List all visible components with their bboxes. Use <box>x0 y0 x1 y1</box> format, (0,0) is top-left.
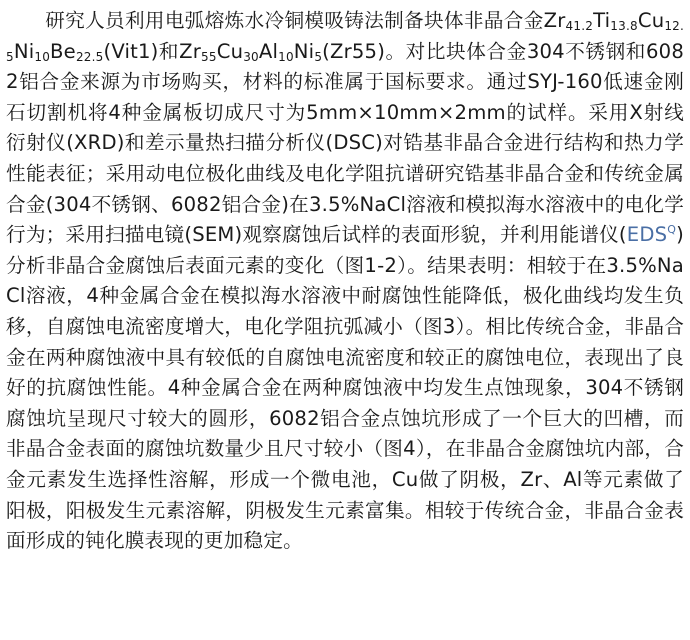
element-symbol: Ni <box>13 39 35 63</box>
element-symbol: Zr <box>179 39 202 63</box>
element-subscript: 12.5 <box>6 19 684 64</box>
element-symbol: Ni <box>293 39 315 63</box>
alloy-label: (Vit1) <box>103 39 159 63</box>
abstract-paragraph <box>6 6 684 557</box>
element-subscript: 10 <box>34 49 51 64</box>
element-subscript: 13.8 <box>610 19 638 33</box>
alloy-formula-zr55 <box>179 40 385 63</box>
element-subscript: 30 <box>243 49 259 64</box>
conjunction-text: 和 <box>158 39 180 63</box>
element-subscript: 5 <box>314 49 323 64</box>
element-symbol: Cu <box>637 9 665 32</box>
element-symbol: Al <box>258 39 279 63</box>
alloy-label: (Zr55) <box>322 39 386 63</box>
element-symbol: Be <box>50 39 76 63</box>
eds-term <box>627 223 676 246</box>
element-subscript: 55 <box>201 49 217 64</box>
sentence-methods: 。对比块体合金304不锈钢和6082铝合金来源为市场购买，材料的标准属于国标要求。通过SYJ-160低速金刚石切割机将4种金属板切成尺寸为5mm×10mm×2mm的试样。采用X射线衍射仪(XRD)和差示量热扫描分析仪(DSC)对锆基非晶合金进行结构和热力学性能表征；采用动电位极化曲线及电化学阻抗谱研究锆基非晶合金和传统金属合金(304不锈钢、6082铝合金)在3.5%NaCl溶液和模拟海水溶液中的电化学行为；采用扫描电镜(SEM)观察腐蚀后试样的表面形貌，并利用能谱仪( <box>6 39 685 247</box>
eds-superscript: Q <box>667 223 677 237</box>
sentence-results: )分析非晶合金腐蚀后表面元素的变化（图1-2）。结果表明：相较于在3.5%NaCl溶液，4种金属合金在模拟海水溶液中耐腐蚀性能降低，极化曲线均发生负移，自腐蚀电流密度增大，电化学阻抗弧减小（图3）。相比传统合金，非晶合金在两种腐蚀液中具有较低的自腐蚀电流密度和较正的腐蚀电位，表现出了良好的抗腐蚀性能。4种金属合金在两种腐蚀液中均发生点蚀现象，304不锈钢腐蚀坑呈现尺寸较大的圆形，6082铝合金点蚀坑形成了一个巨大的凹槽，而非晶合金表面的腐蚀坑数量少且尺寸较小（图4），在非晶合金腐蚀坑内部，合金元素发生选择性溶解，形成一个微电池，Cu做了阴极，Zr、Al等元素做了阳极，阳极发生元素溶解，阴极发生元素富集。相较于传统合金，非晶合金表面形成的钝化膜表现的更加稳定。 <box>6 223 684 553</box>
eds-text: EDS <box>626 223 668 247</box>
element-symbol: Ti <box>593 9 611 32</box>
element-subscript: 22.5 <box>75 49 104 64</box>
element-symbol: Cu <box>216 39 244 63</box>
element-subscript: 10 <box>278 49 294 64</box>
sentence-intro: 研究人员利用电弧熔炼水冷铜模吸铸法制备块体非晶合金 <box>45 9 544 32</box>
element-subscript: 41.2 <box>565 19 594 33</box>
element-symbol: Zr <box>543 9 566 32</box>
